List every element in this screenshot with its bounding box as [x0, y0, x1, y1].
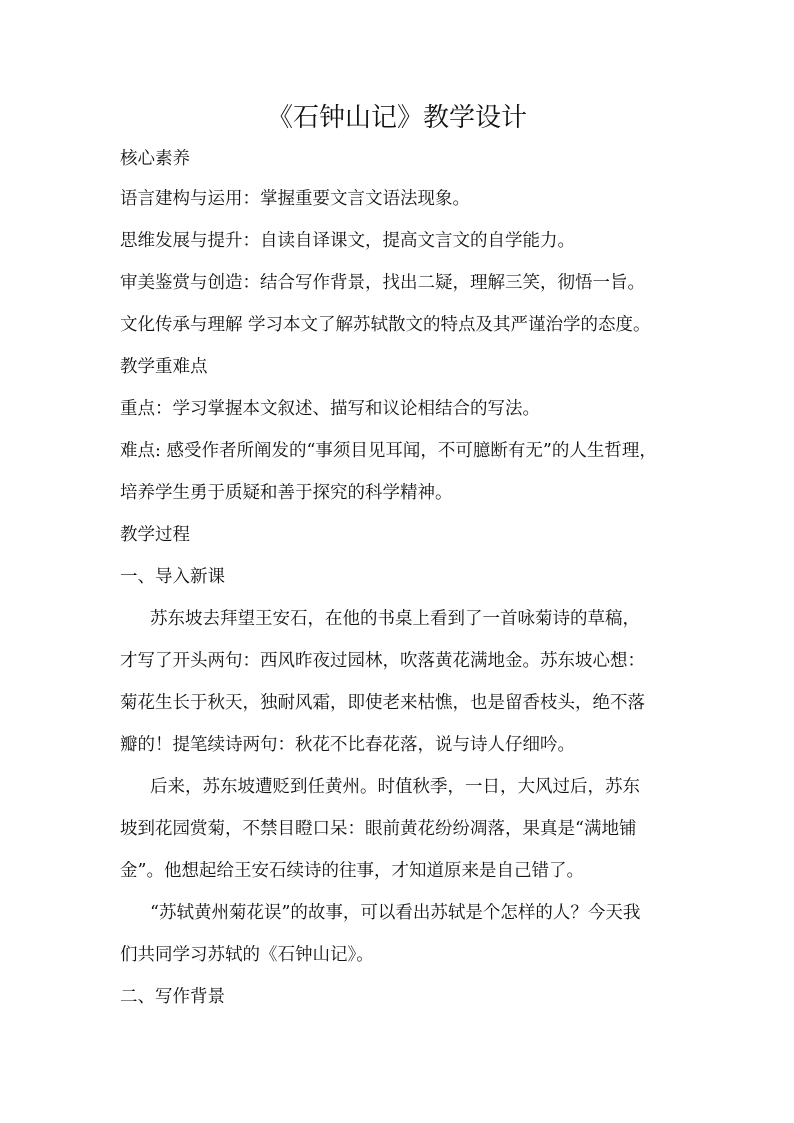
paragraph-line: “苏轼黄州菊花误”的故事，可以看出苏轼是个怎样的人？今天我: [150, 903, 641, 923]
heading-teaching-process: 教学过程: [120, 525, 190, 545]
paragraph-line: 重点：学习掌握本文叙述、描写和议论相结合的写法。: [120, 399, 540, 419]
paragraph-line: 培养学生勇于质疑和善于探究的科学精神。: [120, 483, 453, 503]
heading-core-literacy: 核心素养: [120, 149, 190, 169]
heading-key-points: 教学重难点: [120, 357, 208, 377]
paragraph-line: 审美鉴赏与创造：结合写作背景，找出二疑，理解三笑，彻悟一旨。: [120, 273, 645, 293]
paragraph-line: 金”。他想起给王安石续诗的往事，才知道原来是自己错了。: [120, 861, 584, 881]
document-title: 《石钟山记》教学设计: [266, 103, 527, 133]
paragraph-line: 语言建构与运用：掌握重要文言文语法现象。: [120, 189, 470, 209]
paragraph-line: 坡到花园赏菊，不禁目瞪口呆：眼前黄花纷纷凋落，果真是“满地铺: [120, 819, 637, 839]
paragraph-line: 菊花生长于秋天，独耐风霜，即使老来枯憔，也是留香枝头，绝不落: [120, 693, 645, 713]
heading-section-1: 一、导入新课: [120, 567, 225, 587]
paragraph-line: 才写了开头两句：西风昨夜过园林，吹落黄花满地金。苏东坡心想：: [120, 651, 645, 671]
paragraph-line: 思维发展与提升：自读自译课文，提高文言文的自学能力。: [120, 231, 575, 251]
paragraph-line: 瓣的！提笔续诗两句：秋花不比春花落，说与诗人仔细吟。: [120, 735, 575, 755]
paragraph-line: 文化传承与理解 学习本文了解苏轼散文的特点及其严谨治学的态度。: [120, 315, 651, 335]
paragraph-line: 苏东坡去拜望王安石，在他的书桌上看到了一首咏菊诗的草稿，: [150, 609, 640, 629]
paragraph-line: 们共同学习苏轼的《石钟山记》。: [120, 945, 374, 965]
paragraph-line: 难点: 感受作者所阐发的“事须目见耳闻，不可臆断有无”的人生哲理，: [120, 441, 657, 461]
paragraph-line: 后来，苏东坡遭贬到任黄州。时值秋季，一日，大风过后，苏东: [150, 777, 640, 797]
heading-section-2: 二、写作背景: [120, 987, 225, 1007]
